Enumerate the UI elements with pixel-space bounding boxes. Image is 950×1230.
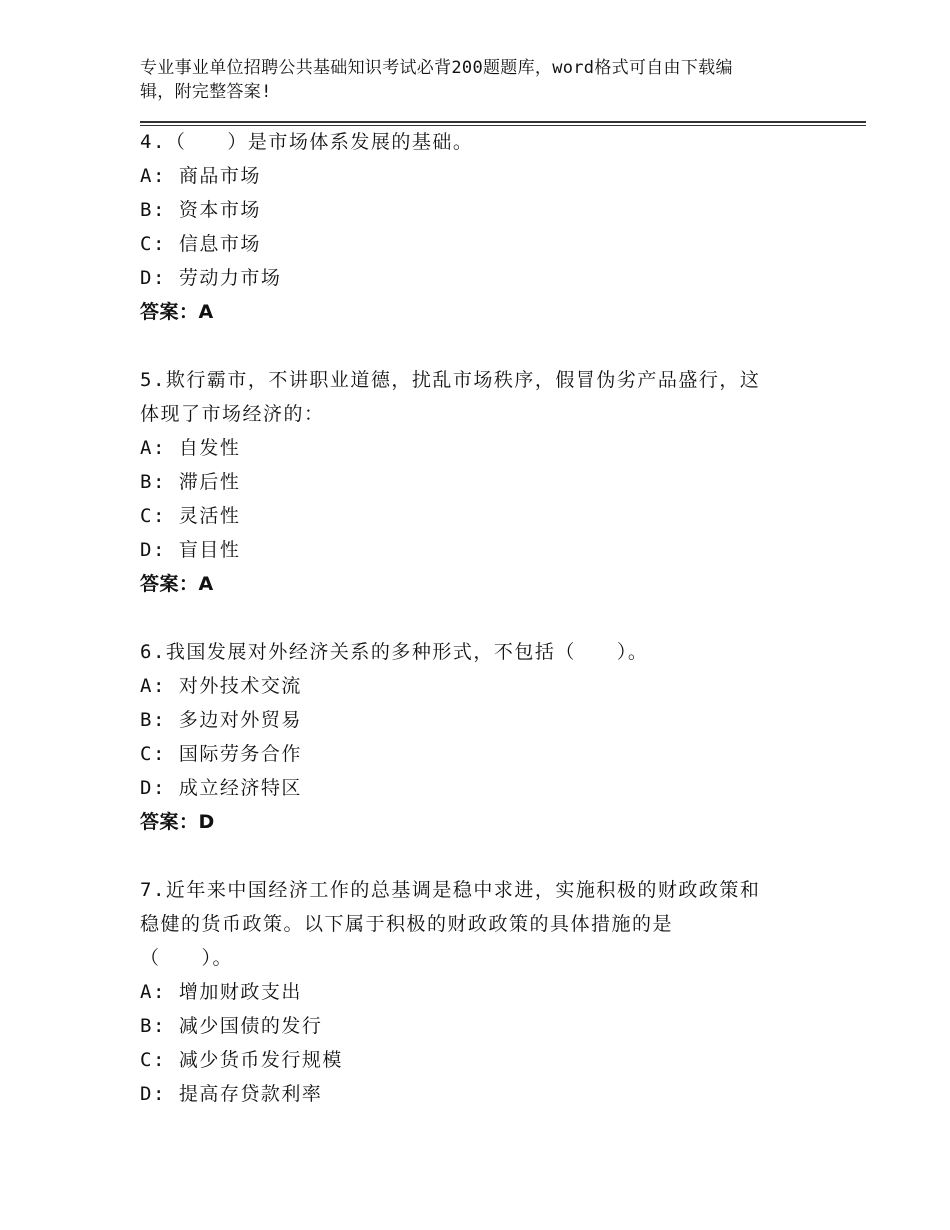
question-stem: 7.近年来中国经济工作的总基调是稳中求进，实施积极的财政政策和 xyxy=(140,879,761,901)
header-line-1: 专业事业单位招聘公共基础知识考试必背200题题库，word格式可自由下载编 xyxy=(140,58,733,78)
header-line-2: 辑，附完整答案! xyxy=(140,82,272,102)
option-c: C: 灵活性 xyxy=(140,505,241,527)
question-7 xyxy=(140,873,840,1111)
option-a: A: 商品市场 xyxy=(140,165,261,187)
option-c: C: 减少货币发行规模 xyxy=(140,1049,343,1071)
question-4 xyxy=(140,125,840,363)
answer-label: 答案：A xyxy=(140,301,214,323)
question-6 xyxy=(140,635,840,873)
question-stem: 4.（ ）是市场体系发展的基础。 xyxy=(140,131,474,153)
question-stem: 6.我国发展对外经济关系的多种形式，不包括（ ）。 xyxy=(140,641,649,663)
option-c: C: 信息市场 xyxy=(140,233,261,255)
option-d: D: 提高存贷款利率 xyxy=(140,1083,323,1105)
answer-label: 答案：A xyxy=(140,573,214,595)
option-b: B: 多边对外贸易 xyxy=(140,709,302,731)
option-b: B: 滞后性 xyxy=(140,471,241,493)
question-stem-continued: 体现了市场经济的： xyxy=(140,403,325,425)
option-c: C: 国际劳务合作 xyxy=(140,743,302,765)
option-d: D: 成立经济特区 xyxy=(140,777,302,799)
option-a: A: 对外技术交流 xyxy=(140,675,302,697)
option-a: A: 增加财政支出 xyxy=(140,981,302,1003)
option-d: D: 劳动力市场 xyxy=(140,267,282,289)
spacer xyxy=(140,329,840,363)
answer-label: 答案：D xyxy=(140,811,215,833)
header-rule-thick xyxy=(140,121,866,123)
question-stem-continued: （ ）。 xyxy=(140,947,234,969)
question-list xyxy=(140,125,840,1111)
question-stem: 5.欺行霸市，不讲职业道德，扰乱市场秩序，假冒伪劣产品盛行，这 xyxy=(140,369,761,391)
spacer xyxy=(140,601,840,635)
option-a: A: 自发性 xyxy=(140,437,241,459)
question-5 xyxy=(140,363,840,635)
option-d: D: 盲目性 xyxy=(140,539,241,561)
spacer xyxy=(140,839,840,873)
option-b: B: 资本市场 xyxy=(140,199,261,221)
question-stem-continued: 稳健的货币政策。以下属于积极的财政政策的具体措施的是 xyxy=(140,913,674,935)
document-header xyxy=(140,56,790,104)
option-b: B: 减少国债的发行 xyxy=(140,1015,323,1037)
